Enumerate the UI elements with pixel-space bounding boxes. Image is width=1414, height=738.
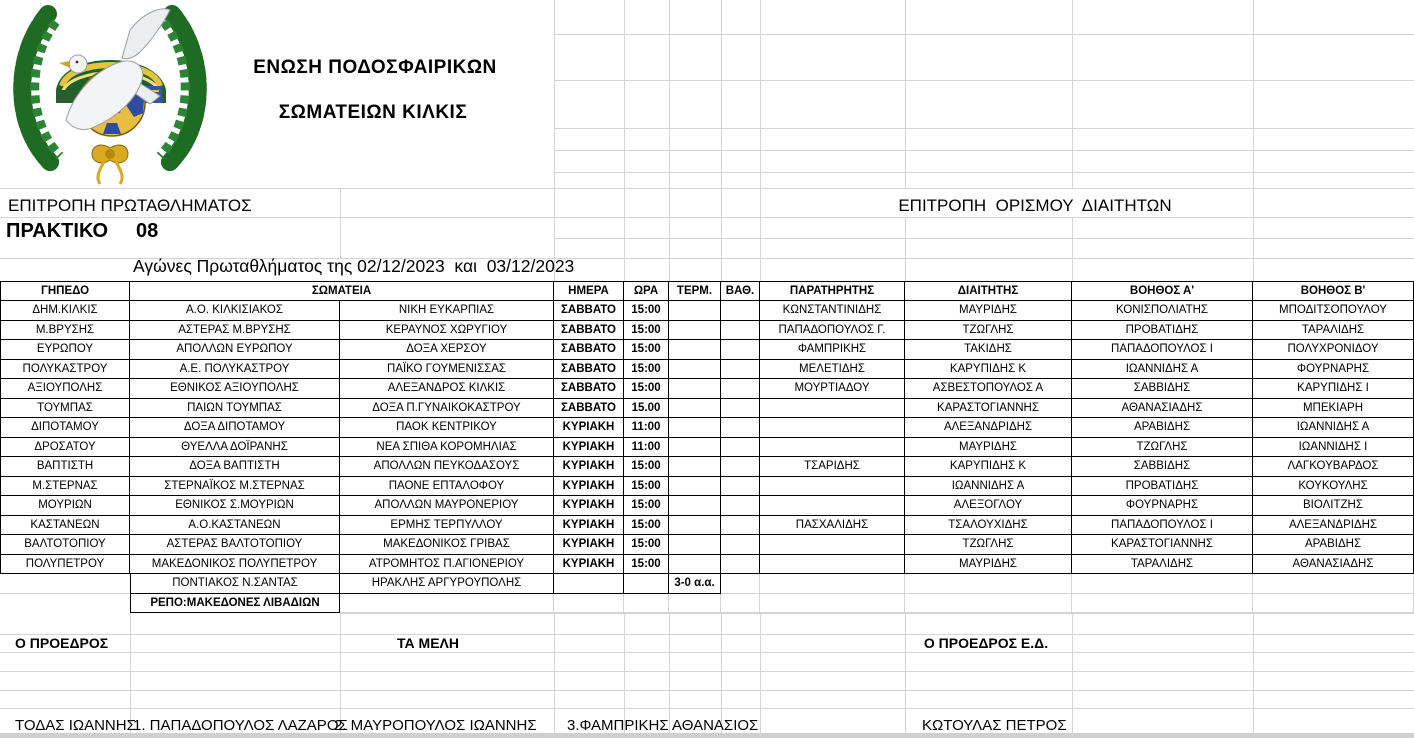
cell-day: ΣΑΒΒΑΤΟ (554, 399, 624, 419)
cell-assistant_b: ΑΘΑΝΑΣΙΑΔΗΣ (1253, 555, 1414, 575)
cell-away: ΑΛΕΞΑΝΔΡΟΣ ΚΙΛΚΙΣ (340, 379, 554, 399)
cell-referee: ΚΑΡΑΣΤΟΓΙΑΝΝΗΣ (905, 399, 1072, 419)
cell-home: ΕΘΝΙΚΟΣ ΑΞΙΟΥΠΟΛΗΣ (130, 379, 340, 399)
cell-observer (760, 438, 905, 458)
cell-day: ΣΑΒΒΑΤΟ (554, 340, 624, 360)
cell-day: ΚΥΡΙΑΚΗ (554, 457, 624, 477)
member-2-name: 2. ΜΑΥΡΟΠΟΥΛΟΣ ΙΩΑΝΝΗΣ (334, 717, 537, 734)
column-header-venue: ΓΗΠΕΔΟ (0, 281, 130, 301)
cell-away (340, 594, 554, 614)
cell-time: 15:00 (624, 535, 669, 555)
cell-day: ΚΥΡΙΑΚΗ (554, 516, 624, 536)
cell-assistant_a: ΠΑΠΑΔΟΠΟΥΛΟΣ Ι (1072, 340, 1253, 360)
cell-time: 15:00 (624, 555, 669, 575)
cell-time: 15:00 (624, 340, 669, 360)
cell-observer (760, 496, 905, 516)
cell-venue: ΠΟΛΥΚΑΣΤΡΟΥ (0, 360, 130, 380)
column-header-observer: ΠΑΡΑΤΗΡΗΤΗΣ (760, 281, 905, 301)
minutes-title (6, 220, 158, 243)
cell-assistant_a: ΣΑΒΒΙΔΗΣ (1072, 457, 1253, 477)
cell-score (669, 340, 721, 360)
cell-time: 15:00 (624, 321, 669, 341)
cell-assistant_b: ΙΩΑΝΝΙΔΗΣ Α (1253, 418, 1414, 438)
cell-points (721, 340, 760, 360)
cell-time: 15:00 (624, 496, 669, 516)
cell-away: ΔΟΞΑ ΧΕΡΣΟΥ (340, 340, 554, 360)
cell-away: ΝΕΑ ΣΠΙΘΑ ΚΟΡΟΜΗΛΙΑΣ (340, 438, 554, 458)
cell-observer: ΜΕΛΕΤΙΔΗΣ (760, 360, 905, 380)
column-header-clubs: ΣΩΜΑΤΕΙΑ (130, 281, 554, 301)
cell-assistant_b: ΙΩΑΝΝΙΔΗΣ Ι (1253, 438, 1414, 458)
cell-away: ΠΑΟΚ ΚΕΝΤΡΙΚΟΥ (340, 418, 554, 438)
cell-home: Α.Ο. ΚΙΛΚΙΣΙΑΚΟΣ (130, 301, 340, 321)
column-header-assistant_a: ΒΟΗΘΟΣ Α' (1072, 281, 1253, 301)
cell-points (721, 516, 760, 536)
cell-day: ΚΥΡΙΑΚΗ (554, 555, 624, 575)
cell-points (721, 301, 760, 321)
cell-referee: ΑΣΒΕΣΤΟΠΟΥΛΟΣ Α (905, 379, 1072, 399)
president-ed-name: ΚΩΤΟΥΛΑΣ ΠΕΤΡΟΣ (922, 717, 1067, 734)
cell-home: ΠΟΝΤΙΑΚΟΣ Ν.ΣΑΝΤΑΣ (130, 574, 340, 594)
cell-observer: ΠΑΠΑΔΟΠΟΥΛΟΣ Γ. (760, 321, 905, 341)
column-header-day: ΗΜΕΡΑ (554, 281, 624, 301)
cell-day: ΣΑΒΒΑΤΟ (554, 301, 624, 321)
cell-points (721, 457, 760, 477)
cell-time: 15:00 (624, 379, 669, 399)
cell-points (721, 418, 760, 438)
cell-referee: ΜΑΥΡΙΔΗΣ (905, 301, 1072, 321)
cell-away: ΕΡΜΗΣ ΤΕΡΠΥΛΛΟΥ (340, 516, 554, 536)
cell-away: ΠΑΟΝΕ ΕΠΤΑΛΟΦΟΥ (340, 477, 554, 497)
cell-observer (760, 535, 905, 555)
cell-points (721, 438, 760, 458)
cell-venue: ΕΥΡΩΠΟΥ (0, 340, 130, 360)
cell-referee: ΚΑΡΥΠΙΔΗΣ Κ (905, 360, 1072, 380)
cell-venue: ΒΑΠΤΙΣΤΗ (0, 457, 130, 477)
cell-score (669, 496, 721, 516)
minutes-number: 08 (136, 220, 159, 242)
cell-score: 3-0 α.α. (669, 574, 721, 594)
cell-assistant_b: ΛΑΓΚΟΥΒΑΡΔΟΣ (1253, 457, 1414, 477)
match-assignments-table (0, 281, 1414, 613)
cell-away: ΜΑΚΕΔΟΝΙΚΟΣ ΓΡΙΒΑΣ (340, 535, 554, 555)
cell-home: ΔΟΞΑ ΒΑΠΤΙΣΤΗ (130, 457, 340, 477)
president-name: ΤΟΔΑΣ ΙΩΑΝΝΗΣ (15, 717, 136, 734)
column-header-points: ΒΑΘ. (721, 281, 760, 301)
cell-score (669, 555, 721, 575)
cell-away: ΑΠΟΛΛΩΝ ΜΑΥΡΟΝΕΡΙΟΥ (340, 496, 554, 516)
cell-venue: ΠΟΛΥΠΕΤΡΟΥ (0, 555, 130, 575)
cell-assistant_b: ΑΛΕΞΑΝΔΡΙΔΗΣ (1253, 516, 1414, 536)
cell-venue (0, 574, 130, 594)
cell-away: ΑΠΟΛΛΩΝ ΠΕΥΚΟΔΑΣΟΥΣ (340, 457, 554, 477)
cell-referee: ΚΑΡΥΠΙΔΗΣ Κ (905, 457, 1072, 477)
cell-venue: ΚΑΣΤΑΝΕΩΝ (0, 516, 130, 536)
cell-time: 11:00 (624, 438, 669, 458)
cell-observer: ΦΑΜΠΡΙΚΗΣ (760, 340, 905, 360)
cell-points (721, 321, 760, 341)
cell-referee: ΑΛΕΞΟΓΛΟΥ (905, 496, 1072, 516)
cell-assistant_a: ΤΑΡΑΛΙΔΗΣ (1072, 555, 1253, 575)
cell-time: 15:00 (624, 360, 669, 380)
cell-observer (760, 594, 905, 614)
cell-assistant_a: ΦΟΥΡΝΑΡΗΣ (1072, 496, 1253, 516)
cell-assistant_a: ΚΟΝΙΣΠΟΛΙΑΤΗΣ (1072, 301, 1253, 321)
cell-assistant_a: ΣΑΒΒΙΔΗΣ (1072, 379, 1253, 399)
president-label: Ο ΠΡΟΕΔΡΟΣ (15, 635, 109, 651)
cell-points (721, 594, 760, 614)
cell-observer (760, 477, 905, 497)
cell-observer: ΠΑΣΧΑΛΙΔΗΣ (760, 516, 905, 536)
cell-away: ΔΟΞΑ Π.ΓΥΝΑΙΚΟΚΑΣΤΡΟΥ (340, 399, 554, 419)
cell-day (554, 574, 624, 594)
cell-assistant_a: ΠΑΠΑΔΟΠΟΥΛΟΣ Ι (1072, 516, 1253, 536)
cell-assistant_b (1253, 594, 1414, 614)
member-3-name: 3.ΦΑΜΠΡΙΚΗΣ ΑΘΑΝΑΣΙΟΣ (567, 717, 759, 734)
cell-points (721, 535, 760, 555)
cell-assistant_a (1072, 574, 1253, 594)
minutes-label: ΠΡΑΚΤΙΚΟ (6, 220, 109, 242)
cell-time (624, 574, 669, 594)
members-label: ΤΑ ΜΕΛΗ (397, 635, 459, 651)
cell-observer (760, 399, 905, 419)
cell-away: ΠΑΪΚΟ ΓΟΥΜΕΝΙΣΣΑΣ (340, 360, 554, 380)
org-title-line1: ΕΝΩΣΗ ΠΟΔΟΣΦΑΙΡΙΚΩΝ (253, 57, 497, 78)
cell-score (669, 418, 721, 438)
cell-assistant_a: ΚΑΡΑΣΤΟΓΙΑΝΝΗΣ (1072, 535, 1253, 555)
column-header-score: ΤΕΡΜ. (669, 281, 721, 301)
cell-assistant_b: ΚΑΡΥΠΙΔΗΣ Ι (1253, 379, 1414, 399)
org-title-line2: ΣΩΜΑΤΕΙΩΝ ΚΙΛΚΙΣ (278, 102, 468, 123)
cell-score (669, 516, 721, 536)
column-header-referee: ΔΙΑΙΤΗΤΗΣ (905, 281, 1072, 301)
cell-venue: ΤΟΥΜΠΑΣ (0, 399, 130, 419)
cell-away: ΑΤΡΟΜΗΤΟΣ Π.ΑΓΙΟΝΕΡΙΟΥ (340, 555, 554, 575)
cell-points (721, 574, 760, 594)
cell-venue: ΒΑΛΤΟΤΟΠΙΟΥ (0, 535, 130, 555)
cell-time: 15.00 (624, 399, 669, 419)
cell-home: ΘΥΕΛΛΑ ΔΟΪΡΑΝΗΣ (130, 438, 340, 458)
cell-points (721, 399, 760, 419)
cell-time: 15:00 (624, 301, 669, 321)
cell-venue: ΔΗΜ.ΚΙΛΚΙΣ (0, 301, 130, 321)
cell-day: ΚΥΡΙΑΚΗ (554, 438, 624, 458)
cell-referee: ΙΩΑΝΝΙΔΗΣ Α (905, 477, 1072, 497)
cell-venue: ΔΙΠΟΤΑΜΟΥ (0, 418, 130, 438)
cell-assistant_b: ΠΟΛΥΧΡΟΝΙΔΟΥ (1253, 340, 1414, 360)
cell-score (669, 399, 721, 419)
cell-points (721, 555, 760, 575)
cell-day: ΣΑΒΒΑΤΟ (554, 321, 624, 341)
cell-day: ΚΥΡΙΑΚΗ (554, 477, 624, 497)
cell-day: ΣΑΒΒΑΤΟ (554, 360, 624, 380)
cell-home: ΔΟΞΑ ΔΙΠΟΤΑΜΟΥ (130, 418, 340, 438)
cell-home: ΑΣΤΕΡΑΣ Μ.ΒΡΥΣΗΣ (130, 321, 340, 341)
cell-home: ΡΕΠΟ:ΜΑΚΕΔΟΝΕΣ ΛΙΒΑΔΙΩΝ (130, 594, 340, 614)
cell-score (669, 477, 721, 497)
cell-score (669, 438, 721, 458)
cell-observer: ΜΟΥΡΤΙΑΔΟΥ (760, 379, 905, 399)
cell-observer (760, 418, 905, 438)
cell-assistant_b: ΑΡΑΒΙΔΗΣ (1253, 535, 1414, 555)
cell-observer: ΤΣΑΡΙΔΗΣ (760, 457, 905, 477)
member-1-name: 1. ΠΑΠΑΔΟΠΟΥΛΟΣ ΛΑΖΑΡΟΣ (133, 717, 348, 734)
cell-score (669, 321, 721, 341)
committee-left-title: ΕΠΙΤΡΟΠΗ ΠΡΩΤΑΘΛΗΜΑΤΟΣ (8, 196, 252, 215)
cell-day (554, 594, 624, 614)
cell-day: ΣΑΒΒΑΤΟ (554, 379, 624, 399)
cell-assistant_a: ΠΡΟΒΑΤΙΔΗΣ (1072, 321, 1253, 341)
cell-referee: ΤΣΑΛΟΥΧΙΔΗΣ (905, 516, 1072, 536)
cell-home: Α.Ε. ΠΟΛΥΚΑΣΤΡΟΥ (130, 360, 340, 380)
president-ed-label: Ο ΠΡΟΕΔΡΟΣ Ε.Δ. (923, 635, 1049, 651)
cell-referee: ΜΑΥΡΙΔΗΣ (905, 438, 1072, 458)
cell-points (721, 496, 760, 516)
column-header-time: ΩΡΑ (624, 281, 669, 301)
club-emblem-logo (4, 0, 216, 186)
cell-score (669, 535, 721, 555)
cell-home: ΜΑΚΕΔΟΝΙΚΟΣ ΠΟΛΥΠΕΤΡΟΥ (130, 555, 340, 575)
cell-points (721, 379, 760, 399)
cell-assistant_a: ΠΡΟΒΑΤΙΔΗΣ (1072, 477, 1253, 497)
cell-home: ΑΣΤΕΡΑΣ ΒΑΛΤΟΤΟΠΙΟΥ (130, 535, 340, 555)
matchday-subtitle: Αγώνες Πρωταθλήματος της 02/12/2023 και 03/12/2023 (133, 256, 575, 276)
cell-assistant_b: ΜΠΟΔΙΤΣΟΠΟΥΛΟΥ (1253, 301, 1414, 321)
cell-assistant_b: ΤΑΡΑΛΙΔΗΣ (1253, 321, 1414, 341)
cell-score (669, 360, 721, 380)
cell-assistant_a: ΑΘΑΝΑΣΙΑΔΗΣ (1072, 399, 1253, 419)
cell-referee: ΤΑΚΙΔΗΣ (905, 340, 1072, 360)
cell-score (669, 379, 721, 399)
cell-venue: ΔΡΟΣΑΤΟΥ (0, 438, 130, 458)
cell-venue (0, 594, 130, 614)
cell-home: ΑΠΟΛΛΩΝ ΕΥΡΩΠΟΥ (130, 340, 340, 360)
cell-score (669, 457, 721, 477)
cell-day: ΚΥΡΙΑΚΗ (554, 418, 624, 438)
cell-points (721, 360, 760, 380)
cell-assistant_b (1253, 574, 1414, 594)
cell-score (669, 301, 721, 321)
cell-assistant_a: ΙΩΑΝΝΙΔΗΣ Α (1072, 360, 1253, 380)
cell-assistant_a (1072, 594, 1253, 614)
cell-time: 15:00 (624, 457, 669, 477)
cell-assistant_b: ΒΙΟΛΙΤΖΗΣ (1253, 496, 1414, 516)
cell-observer: ΚΩΝΣΤΑΝΤΙΝΙΔΗΣ (760, 301, 905, 321)
cell-observer (760, 574, 905, 594)
cell-venue: ΑΞΙΟΥΠΟΛΗΣ (0, 379, 130, 399)
cell-home: ΠΑΙΩΝ ΤΟΥΜΠΑΣ (130, 399, 340, 419)
cell-time: 15:00 (624, 516, 669, 536)
cell-day: ΚΥΡΙΑΚΗ (554, 496, 624, 516)
cell-referee (905, 574, 1072, 594)
cell-observer (760, 555, 905, 575)
cell-away: ΝΙΚΗ ΕΥΚΑΡΠΙΑΣ (340, 301, 554, 321)
cell-time (624, 594, 669, 614)
cell-referee: ΜΑΥΡΙΔΗΣ (905, 555, 1072, 575)
cell-referee: ΤΖΩΓΛΗΣ (905, 535, 1072, 555)
cell-venue: Μ.ΣΤΕΡΝΑΣ (0, 477, 130, 497)
committee-right-title: ΕΠΙΤΡΟΠΗ ΟΡΙΣΜΟΥ ΔΙΑΙΤΗΤΩΝ (898, 196, 1172, 215)
cell-points (721, 477, 760, 497)
cell-referee: ΤΖΩΓΛΗΣ (905, 321, 1072, 341)
cell-assistant_b: ΦΟΥΡΝΑΡΗΣ (1253, 360, 1414, 380)
cell-time: 15:00 (624, 477, 669, 497)
cell-home: ΕΘΝΙΚΟΣ Σ.ΜΟΥΡΙΩΝ (130, 496, 340, 516)
cell-referee: ΑΛΕΞΑΝΔΡΙΔΗΣ (905, 418, 1072, 438)
cell-assistant_b: ΜΠΕΚΙΑΡΗ (1253, 399, 1414, 419)
cell-assistant_a: ΤΖΩΓΛΗΣ (1072, 438, 1253, 458)
cell-referee (905, 594, 1072, 614)
cell-assistant_b: ΚΟΥΚΟΥΛΗΣ (1253, 477, 1414, 497)
cell-assistant_a: ΑΡΑΒΙΔΗΣ (1072, 418, 1253, 438)
cell-score (669, 594, 721, 614)
column-header-assistant_b: ΒΟΗΘΟΣ Β' (1253, 281, 1414, 301)
cell-away: ΚΕΡΑΥΝΟΣ ΧΩΡΥΓΙΟΥ (340, 321, 554, 341)
cell-venue: Μ.ΒΡΥΣΗΣ (0, 321, 130, 341)
cell-time: 11:00 (624, 418, 669, 438)
cell-day: ΚΥΡΙΑΚΗ (554, 535, 624, 555)
cell-home: ΣΤΕΡΝΑΪΚΟΣ Μ.ΣΤΕΡΝΑΣ (130, 477, 340, 497)
cell-away: ΗΡΑΚΛΗΣ ΑΡΓΥΡΟΥΠΟΛΗΣ (340, 574, 554, 594)
cell-home: Α.Ο.ΚΑΣΤΑΝΕΩΝ (130, 516, 340, 536)
cell-venue: ΜΟΥΡΙΩΝ (0, 496, 130, 516)
